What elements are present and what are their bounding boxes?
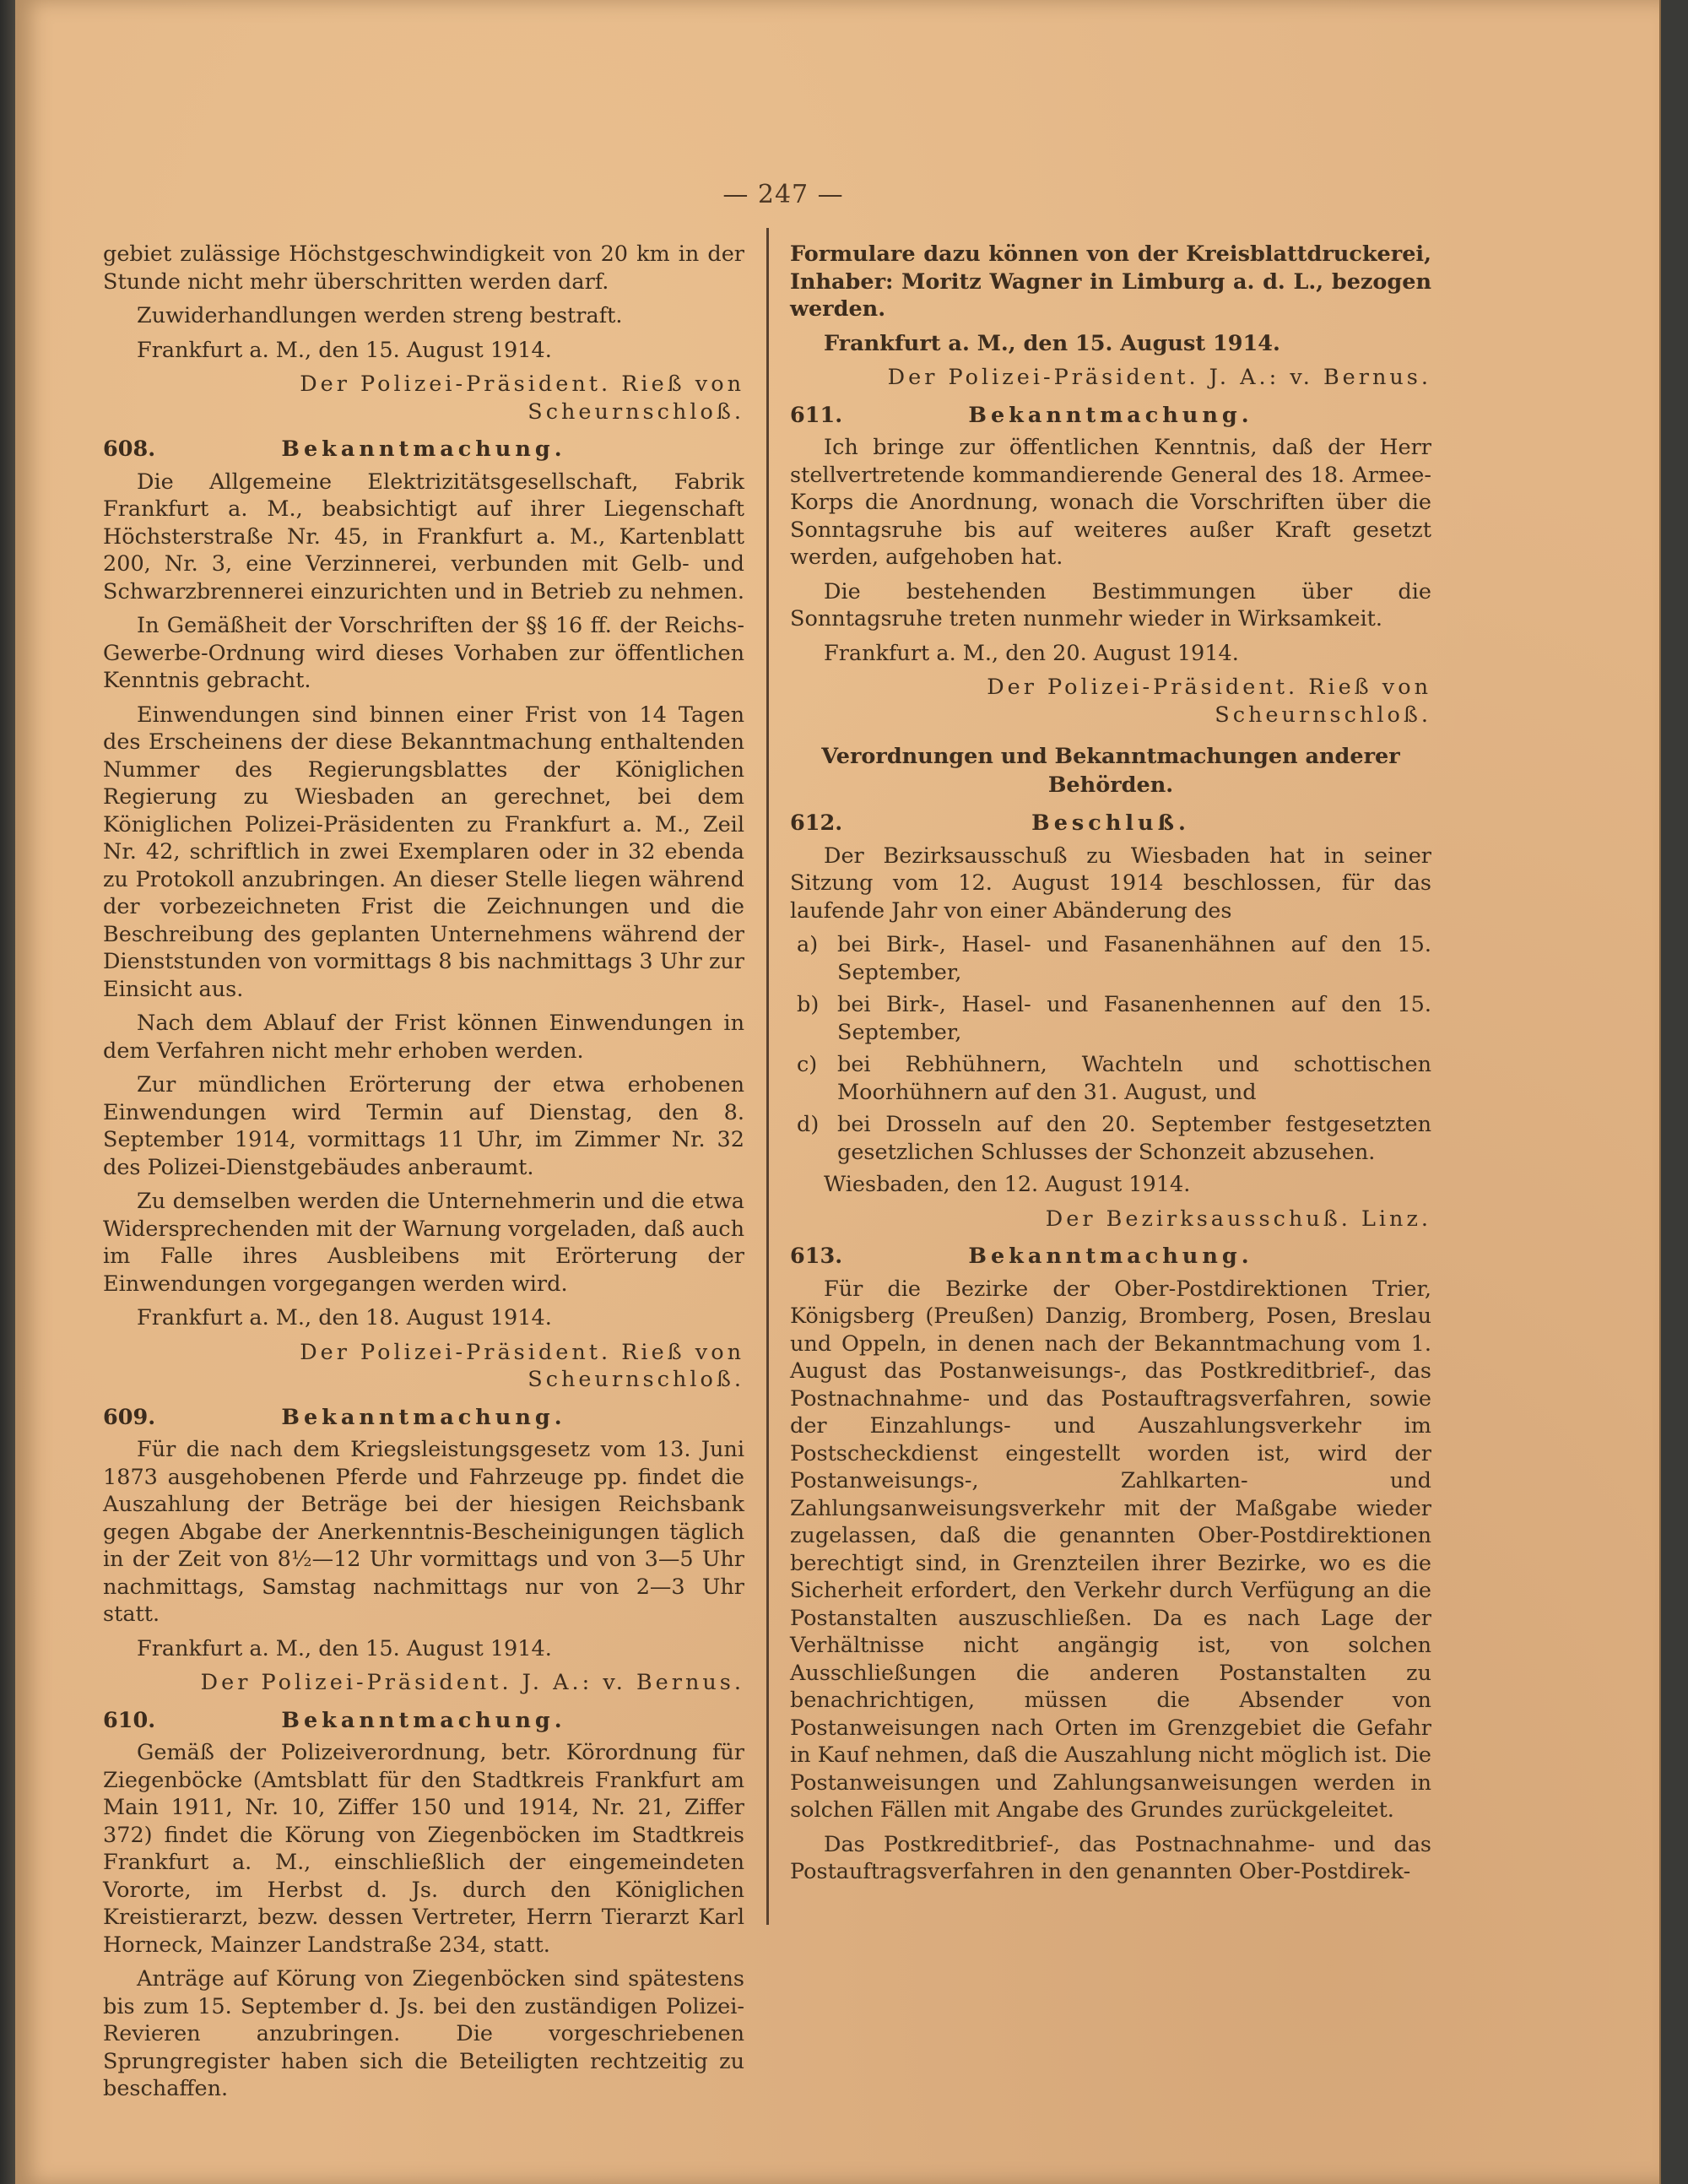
list-item: [790, 1051, 1431, 1106]
column-divider: [766, 228, 769, 1925]
list-item-label: c): [797, 1052, 818, 1077]
list-item: [790, 1111, 1431, 1166]
notice-609-signature: Der Polizei-Präsident. J. A.: v. Bernus.: [200, 1670, 744, 1695]
list-item-text: bei Drosseln auf den 20. September festgesetzten gesetzlichen Schlusses der Schonzeit abzusehen.: [837, 1112, 1431, 1165]
page-number: — 247 —: [722, 180, 844, 209]
notice-609-paragraph: Für die nach dem Kriegsleistungsgesetz vom 13. Juni 1873 ausgehobenen Pferde und Fahrzeuge pp. findet die Auszahlung der Beträge bei der hiesigen Reichsbank gegen Abgabe der Anerkenntnis-Bescheinigungen täglich in der Zeit von 8½—12 Uhr vormittags und von 3—5 Uhr nachmittags, Samstag nachmittags nur von 2—3 Uhr statt.: [103, 1437, 744, 1627]
notice-610-paragraph: Gemäß der Polizeiverordnung, betr. Körordnung für Ziegenböcke (Amtsblatt für den Stadtkreis Frankfurt am Main 1911, Nr. 10, Ziffer 150 und 1914, Nr. 21, Ziffer 372) findet die Körung von Ziegenböcken im Stadtkreis Frankfurt a. M., einschließlich der eingemeindeten Vororte, im Herbst d. Js. durch den Königlichen Kreistierarzt, bezw. dessen Vertreter, Herrn Tierarzt Karl Horneck, Mainzer Landstraße 234, statt.: [103, 1740, 744, 1958]
right-intro-text: Formulare dazu können von der Kreisblattdruckerei, Inhaber: Moritz Wagner in Limburg a. d. L., bezogen werden.: [790, 241, 1431, 322]
other-authorities-heading: Verordnungen und Bekanntmachungen anderer Behörden.: [821, 744, 1400, 798]
notice-title: Bekanntmachung.: [968, 402, 1253, 428]
list-item-label: a): [797, 932, 819, 957]
notice-612-header: [790, 810, 1431, 837]
notice-608-date: Frankfurt a. M., den 18. August 1914.: [137, 1305, 552, 1330]
notice-608-paragraph: Einwendungen sind binnen einer Frist von 14 Tagen des Erscheinens der diese Bekanntmachung enthaltenden Nummer des Regierungsblattes der Königlichen Regierung zu Wiesbaden an gerechnet, bei dem Königlichen Polizei-Präsidenten zu Frankfurt a. M., Zeil Nr. 42, schriftlich in zwei Exemplaren oder in 32 ebenda zu Protokoll anzubringen. An dieser Stelle liegen während der vorbezeichneten Frist die Zeichnungen und die Beschreibung des geplanten Unternehmens während der Dienststunden von vormittags 8 bis nachmittags 3 Uhr zur Einsicht aus.: [103, 702, 744, 1002]
notice-613-paragraph: Das Postkreditbrief-, das Postnachnahme- und das Postauftragsverfahren in den genannten Ober-Postdirek-: [790, 1831, 1431, 1884]
notice-title: Bekanntmachung.: [968, 1244, 1253, 1269]
notice-610-paragraph: Anträge auf Körung von Ziegenböcken sind spätestens bis zum 15. September d. Js. bei den zuständigen Polizei-Revieren anzubringen. Die vorgeschriebenen Sprungregister haben sich die Beteiligten rechtzeitig zu beschaffen.: [103, 1966, 744, 2101]
notice-title: Bekanntmachung.: [281, 1404, 566, 1430]
list-item-label: b): [797, 992, 820, 1017]
left-intro-date: Frankfurt a. M., den 15. August 1914.: [137, 337, 552, 363]
notice-609-date: Frankfurt a. M., den 15. August 1914.: [137, 1635, 552, 1661]
notice-611-paragraph: Ich bringe zur öffentlichen Kenntnis, daß der Herr stellvertretende kommandierende General des 18. Armee-Korps die Anordnung, wonach die Vorschriften über die Sonntagsruhe bis auf weiteres außer Kraft gesetzt werden, aufgehoben hat.: [790, 435, 1431, 570]
notice-612-signature: Der Bezirksausschuß. Linz.: [1045, 1206, 1431, 1232]
notice-608-paragraph: Zu demselben werden die Unternehmerin und die etwa Widersprechenden mit der Warnung vorgeladen, daß auch im Falle ihres Ausbleibens mit Erörterung der Einwendungen vorgegangen werden wird.: [103, 1189, 744, 1297]
list-item-label: d): [797, 1112, 820, 1137]
list-item: [790, 991, 1431, 1046]
notice-number: 608.: [103, 436, 156, 462]
notice-number: 609.: [103, 1404, 156, 1430]
notice-611-signature: Der Polizei-Präsident. Rieß von Scheurnschloß.: [987, 675, 1431, 728]
right-intro-date: Frankfurt a. M., den 15. August 1914.: [824, 330, 1280, 356]
notice-612-date: Wiesbaden, den 12. August 1914.: [824, 1172, 1191, 1197]
notice-610-header: [103, 1707, 744, 1735]
notice-611-header: [790, 402, 1431, 430]
document-page: [15, 0, 1661, 2184]
notice-613-header: [790, 1243, 1431, 1271]
notice-611-date: Frankfurt a. M., den 20. August 1914.: [824, 640, 1239, 666]
notice-title: Bekanntmachung.: [281, 1707, 566, 1733]
notice-number: 612.: [790, 810, 843, 836]
notice-608-header: [103, 436, 744, 463]
left-intro-signature: Der Polizei-Präsident. Rieß von Scheurnschloß.: [300, 371, 744, 425]
left-column: [103, 241, 744, 2110]
notice-609-header: [103, 1404, 744, 1432]
notice-title: Beschluß.: [1031, 810, 1190, 836]
notice-608-paragraph: Nach dem Ablauf der Frist können Einwendungen in dem Verfahren nicht mehr erhoben werden.: [103, 1011, 744, 1064]
notice-number: 613.: [790, 1244, 843, 1269]
list-item: [790, 931, 1431, 986]
notice-608-paragraph: Zur mündlichen Erörterung der etwa erhobenen Einwendungen wird Termin auf Dienstag, den 8. September 1914, vormittags 11 Uhr, im Zimmer Nr. 32 des Polizei-Dienstgebäudes anberaumt.: [103, 1072, 744, 1180]
notice-title: Bekanntmachung.: [281, 436, 566, 462]
left-intro-penalty: Zuwiderhandlungen werden streng bestraft.: [137, 303, 623, 328]
notice-611-paragraph: Die bestehenden Bestimmungen über die Sonntagsruhe treten nunmehr wieder in Wirksamkeit.: [790, 578, 1431, 631]
notice-608-paragraph: In Gemäßheit der Vorschriften der §§ 16 ff. der Reichs-Gewerbe-Ordnung wird dieses Vorhaben zur öffentlichen Kenntnis gebracht.: [103, 613, 744, 693]
notice-number: 610.: [103, 1707, 156, 1733]
list-item-text: bei Rebhühnern, Wachteln und schottischen Moorhühnern auf den 31. August, und: [837, 1052, 1431, 1105]
notice-613-paragraph: Für die Bezirke der Ober-Postdirektionen Trier, Königsberg (Preußen) Danzig, Bromberg, Posen, Breslau und Oppeln, in denen nach der Bekanntmachung vom 1. August das Postanweisungs-, das Postkreditbrief-, das Postnachnahme- und das Postauftragsverfahren, sowie der Einzahlungs- und Auszahlungsverkehr im Postscheckdienst eingestellt worden ist, wird der Postanweisungs-, Zahlkarten- und Zahlungsanweisungsverkehr mit der Maßgabe wieder zugelassen, daß die genannten Ober-Postdirektionen berechtigt sind, in Grenzteilen ihrer Bezirke, wo es die Sicherheit erfordert, den Verkehr durch Verfügung an die Postanstalten auszuschließen. Da es nach Lage der Verhältnisse nicht angängig ist, von solchen Ausschließungen die anderen Postanstalten zu benachrichtigen, müssen die Absender von Postanweisungen nach Orten im Grenzgebiet die Gefahr in Kauf nehmen, daß die Auszahlung nicht möglich ist. Die Postanweisungen und Zahlungsanweisungen werden in solchen Fällen mit Angabe des Grundes zurückgeleitet.: [790, 1276, 1431, 1823]
left-intro-text: gebiet zulässige Höchstgeschwindigkeit von 20 km in der Stunde nicht mehr überschritten werden darf.: [103, 241, 744, 295]
list-item-text: bei Birk-, Hasel- und Fasanenhähnen auf den 15. September,: [837, 932, 1431, 985]
notice-608-paragraph: Die Allgemeine Elektrizitätsgesellschaft, Fabrik Frankfurt a. M., beabsichtigt auf ihrer Liegenschaft Höchsterstraße Nr. 45, in Frankfurt a. M., Kartenblatt 200, Nr. 3, eine Verzinnerei, verbunden mit Gelb- und Schwarzbrennerei einzurichten und in Betrieb zu nehmen.: [103, 469, 744, 604]
list-item-text: bei Birk-, Hasel- und Fasanenhennen auf den 15. September,: [837, 992, 1431, 1045]
notice-608-signature: Der Polizei-Präsident. Rieß von Scheurnschloß.: [300, 1339, 744, 1392]
notice-612-paragraph: Der Bezirksausschuß zu Wiesbaden hat in seiner Sitzung vom 12. August 1914 beschlossen, für das laufende Jahr von einer Abänderung des: [790, 843, 1431, 924]
right-intro-signature: Der Polizei-Präsident. J. A.: v. Bernus.: [887, 365, 1431, 390]
notice-number: 611.: [790, 402, 843, 428]
right-column: [790, 241, 1431, 1893]
